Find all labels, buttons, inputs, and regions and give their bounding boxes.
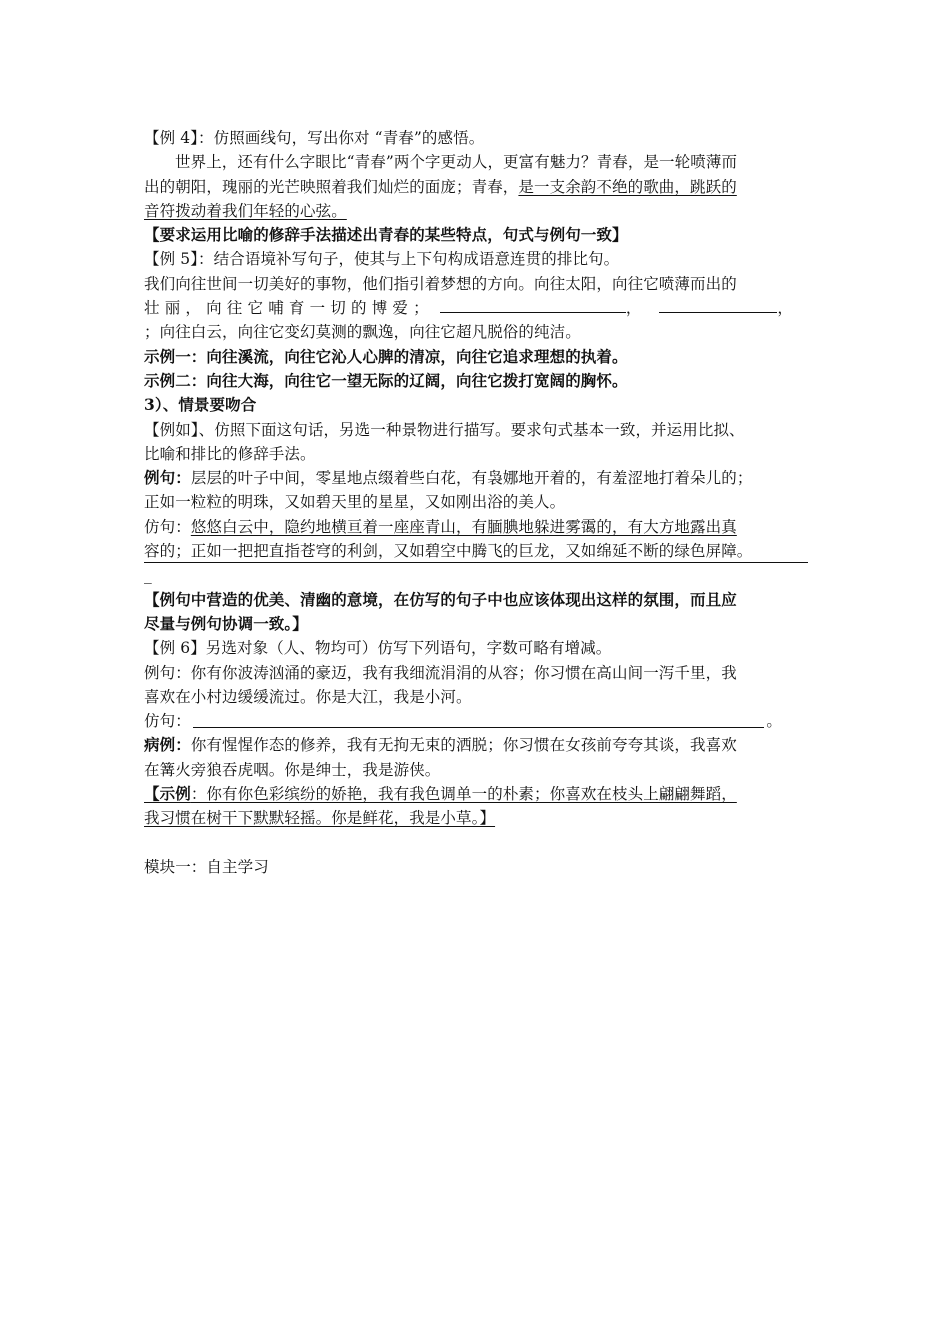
example-6-title: 【例 6】另选对象（人、物均可）仿写下列语句，字数可略有增减。: [144, 639, 612, 658]
example-5-title: 【例 5】：结合语境补写句子，使其与上下句构成语意连贯的排比句。: [144, 250, 620, 269]
example-5-line-1: 我们向往世间一切美好的事物，他们指引着梦想的方向。向往太阳，向往它喷薄而出的: [144, 274, 737, 293]
example-4-underlined-text: 是一支余韵不绝的歌曲，跳跃的: [518, 177, 737, 196]
bad-example-text-1: 你有惺惺作态的修养，我有无拘无束的洒脱；你习惯在女孩前夸夸其谈，我喜欢: [190, 736, 737, 755]
section-3-imitation-line-2: [144, 539, 808, 563]
section-3-heading: 3）、情景要吻合: [144, 395, 257, 415]
example-6-imitation-label: 仿句：: [144, 712, 191, 731]
example-5-line-3: ；向往白云，向往它变幻莫测的飘逸，向往它超凡脱俗的纯洁。: [144, 323, 581, 342]
imitation-answer-blank[interactable]: [193, 726, 765, 728]
example-6-sample-line-1: [144, 782, 808, 806]
example-6-bad-line-2: 在篝火旁狼吞虎咽。你是绅士，我是游侠。: [144, 760, 441, 779]
example-6-example-line-2: 喜欢在小村边缓缓流过。你是大江，我是小河。: [144, 687, 472, 706]
sample-text-1: ：你有你色彩缤纷的娇艳，我有我色调单一的朴素；你喜欢在枝头上翩翩舞蹈，: [190, 785, 737, 804]
answer-blank-1[interactable]: [440, 311, 626, 313]
example-6-example-line-1: 例句：你有你波涛汹涌的豪迈，我有我细流涓涓的从容；你习惯在高山间一泻千里，我: [144, 663, 737, 682]
section-3-task-line-1: 【例如】、仿照下面这句话，另选一种景物进行描写。要求句式基本一致，并运用比拟、: [144, 420, 745, 439]
imitation-text-1: 悠悠白云中，隐约地横亘着一座座青山，有腼腆地躲进雾霭的，有大方地露出真: [190, 517, 737, 536]
example-5-answer-1: 示例一：向往溪流，向往它沁人心脾的清凉，向往它追求理想的执着。: [144, 346, 628, 366]
document-content: [144, 126, 808, 879]
section-3-imitation-line-3: _: [144, 566, 152, 585]
example-4-requirement: 【要求运用比喻的修辞手法描述出青春的某些特点，句式与例句一致】: [144, 225, 628, 245]
example-6-bad-line-1: [144, 733, 808, 757]
imitation-text-2: 容的；正如一把把直指苍穹的利剑，又如碧空中腾飞的巨龙，又如绵延不断的绿色屏障。: [144, 540, 808, 563]
bad-example-label: 病例：: [144, 735, 191, 755]
example-text-1: 层层的叶子中间，零星地点缀着些白花，有袅娜地开着的，有羞涩地打着朵儿的；: [190, 469, 753, 488]
imitation-end-period: 。: [766, 712, 782, 731]
section-3-note-line-2: 尽量与例句协调一致。】: [144, 613, 308, 633]
example-5-line-2-text: 壮丽，向往它哺育一切的博爱；: [144, 299, 434, 318]
example-4-paragraph-line-3: [144, 199, 808, 223]
section-3-task-line-2: 比喻和排比的修辞手法。: [144, 444, 316, 463]
imitation-label: 仿句：: [144, 517, 191, 536]
example-6-imitation-line: [144, 709, 808, 733]
sample-text-2: 我习惯在树干下默默轻摇。你是鲜花，我是小草。】: [144, 809, 496, 828]
example-4-paragraph-line-2: [144, 175, 808, 199]
sample-label: 【示例: [144, 784, 191, 804]
example-4-underlined-text-end: 音符拨动着我们年轻的心弦。: [144, 201, 347, 220]
section-3-example-line-2: 正如一粒粒的明珠，又如碧天里的星星，又如刚出浴的美人。: [144, 493, 566, 512]
blank-comma-1: ，: [625, 299, 642, 318]
example-5-line-2: [144, 296, 808, 320]
module-heading: 模块一：自主学习: [144, 857, 269, 876]
blank-comma-2: ，: [777, 299, 794, 318]
section-3-example-line-1: [144, 466, 808, 490]
example-4-title: 【例 4】：仿照画线句，写出你对 “青春”的感悟。: [144, 129, 485, 147]
example-5-answer-2: 示例二：向往大海，向往它一望无际的辽阔，向往它拨打宽阔的胸怀。: [144, 370, 628, 390]
blank-gap: [144, 831, 808, 855]
section-3-note-line-1: 【例句中营造的优美、清幽的意境，在仿写的句子中也应该体现出这样的氛围，而且应: [144, 589, 737, 609]
example-4-paragraph-line-1: 世界上，还有什么字眼比“青春”两个字更动人，更富有魅力？青春，是一轮喷薄而: [175, 153, 738, 172]
example-label: 例句：: [144, 468, 191, 488]
example-4-plain-text: 出的朝阳，瑰丽的光芒映照着我们灿烂的面庞；青春，: [144, 177, 519, 196]
answer-blank-2[interactable]: [659, 311, 777, 313]
example-6-sample-line-2: [144, 806, 808, 830]
section-3-imitation-line-1: [144, 515, 808, 539]
